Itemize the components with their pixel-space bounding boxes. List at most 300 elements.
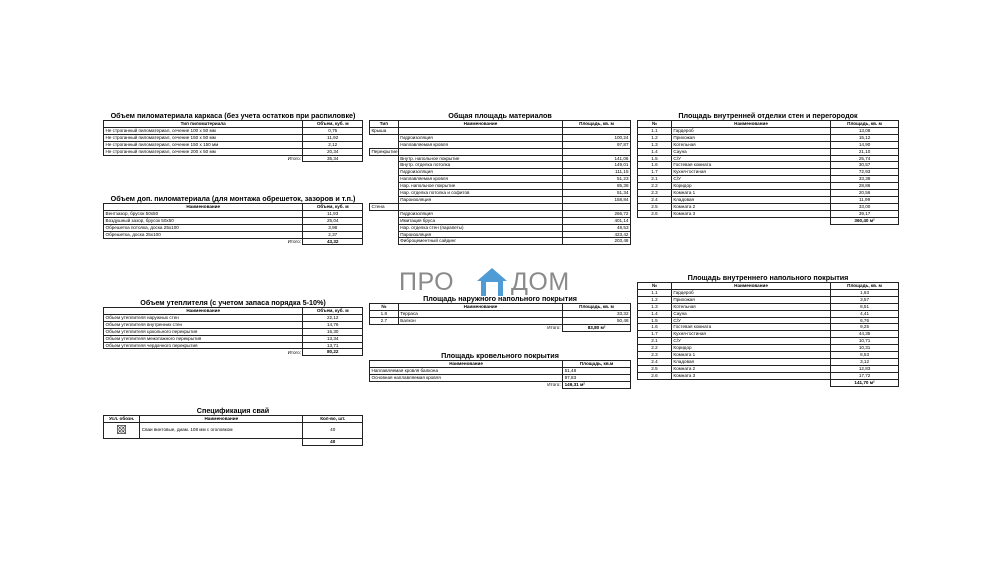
col-header: Наименование	[104, 204, 303, 211]
table-cell: Обрешетка потолка, доска 25х100	[104, 224, 303, 231]
table-row	[104, 210, 363, 217]
col-header: Объем, куб. м	[303, 308, 363, 315]
table-row	[104, 224, 363, 231]
col-header: №	[638, 121, 672, 128]
walls-finish-block	[637, 111, 899, 225]
table-cell	[370, 217, 399, 224]
table-cell	[398, 148, 562, 155]
table-cell	[563, 127, 631, 134]
table-row	[104, 231, 363, 238]
table-cell	[370, 231, 399, 238]
table-row	[370, 310, 631, 317]
table-cell	[638, 217, 672, 224]
col-header: Наименование	[671, 283, 830, 290]
table-row	[638, 183, 899, 190]
table-cell: 360,40 м²	[831, 217, 899, 224]
table-cell: 1.2	[638, 134, 672, 141]
table-cell: Сауна	[671, 310, 830, 317]
table-cell: Итого:	[287, 155, 301, 161]
table-cell: 401,14	[563, 217, 631, 224]
table-row	[370, 374, 631, 381]
table-cell: 158,84	[563, 196, 631, 203]
table-cell: 203,48	[563, 238, 631, 245]
table-row	[638, 289, 899, 296]
table-row	[638, 155, 899, 162]
table-cell: 21,10	[831, 148, 899, 155]
table-cell	[104, 438, 140, 445]
frame-lumber-table	[103, 120, 363, 162]
total-row	[638, 217, 899, 224]
roofing-block	[369, 351, 631, 389]
table-cell: 2.5	[638, 365, 672, 372]
col-header: Площадь, кв. м	[831, 283, 899, 290]
table-cell: 40	[303, 438, 363, 445]
insulation-block	[103, 298, 363, 356]
col-header: Объем, куб. м	[303, 204, 363, 211]
table-cell: 13,08	[831, 127, 899, 134]
table-row	[638, 310, 899, 317]
table-cell: Не строганный пиломатериал, сечение 150 х 50 мм	[104, 134, 303, 141]
table-cell: 11,93	[303, 210, 363, 217]
table-cell: 14,90	[831, 141, 899, 148]
table-cell: Итого:	[287, 238, 301, 244]
table-cell: Гостевая комната	[671, 162, 830, 169]
col-header: Усл. обозн.	[104, 416, 140, 423]
table-cell	[370, 155, 399, 162]
table-cell: Объем утеплителя внутренних стен	[104, 321, 303, 328]
table-cell: 13,34	[303, 335, 363, 342]
table-cell: 15,12	[831, 134, 899, 141]
table-cell: 141,70 м²	[831, 379, 899, 386]
total-row	[370, 324, 631, 331]
table-cell	[370, 196, 399, 203]
table-cell: 10,31	[831, 345, 899, 352]
table-cell: 149,31 м²	[563, 381, 631, 388]
table-cell: 3,57	[831, 296, 899, 303]
table-cell: 266,72	[563, 210, 631, 217]
table-row	[370, 141, 631, 148]
table-cell: 12,83	[831, 365, 899, 372]
outdoor-floor-block	[369, 294, 631, 332]
table-row	[638, 352, 899, 359]
table-cell: 2.3	[638, 190, 672, 197]
table-cell: Комната 1	[671, 190, 830, 197]
table-cell	[370, 238, 399, 245]
table-row	[638, 141, 899, 148]
table-cell	[370, 324, 399, 331]
table-row	[104, 328, 363, 335]
table-cell: Комната 3	[671, 210, 830, 217]
materials-title: Общая площадь материалов	[448, 111, 552, 120]
table-cell	[140, 438, 303, 445]
table-cell: Внутр. отделка потолка	[398, 162, 562, 169]
table-cell: Крыша	[370, 127, 399, 134]
table-cell: 33,32	[563, 310, 631, 317]
table-cell: 9,25	[831, 324, 899, 331]
table-cell: 3,12	[831, 358, 899, 365]
table-cell	[671, 379, 830, 386]
table-row	[370, 134, 631, 141]
col-header: Наименование	[671, 121, 830, 128]
table-cell: Коридор	[671, 183, 830, 190]
table-cell: 141,06	[563, 155, 631, 162]
table-cell: Обрешетка, доска 25х100	[104, 231, 303, 238]
table-cell: Не строганный пиломатериал, сечение 200 х 50 мм	[104, 148, 303, 155]
table-cell: Балкон	[398, 317, 562, 324]
table-cell: Наплавляемая кровля балкона	[370, 367, 563, 374]
table-cell: Прихожая	[671, 134, 830, 141]
table-cell: 33,38	[831, 176, 899, 183]
table-row	[104, 422, 363, 438]
table-cell	[370, 162, 399, 169]
table-row	[370, 155, 631, 162]
table-cell: 2.6	[638, 372, 672, 379]
col-header: №	[370, 304, 399, 311]
table-cell: 2,12	[303, 141, 363, 148]
table-row	[370, 317, 631, 324]
table-cell: Кладовая	[671, 196, 830, 203]
table-cell: 97,87	[563, 141, 631, 148]
table-cell: Воздушный зазор, брусок 50х50	[104, 217, 303, 224]
indoor-floor-block	[637, 273, 899, 387]
table-cell: 1.4	[638, 310, 672, 317]
table-cell: 1.6	[638, 324, 672, 331]
table-cell: Объем утеплителя межэтажного перекрытия	[104, 335, 303, 342]
table-cell: Гостевая комната	[671, 324, 830, 331]
table-cell: Гидроизоляция	[398, 134, 562, 141]
table-cell: 1.3	[638, 303, 672, 310]
col-header: Наименование	[398, 304, 562, 311]
table-cell	[370, 169, 399, 176]
table-cell: Кухня-гостиная	[671, 331, 830, 338]
table-row	[638, 338, 899, 345]
table-row	[104, 314, 363, 321]
table-cell: 35,34	[303, 155, 363, 162]
table-row	[638, 190, 899, 197]
table-cell: 2.3	[638, 352, 672, 359]
table-cell: 1.2	[638, 296, 672, 303]
table-cell: 16,30	[303, 328, 363, 335]
table-cell: 2.4	[638, 196, 672, 203]
table-cell: 6,76	[831, 317, 899, 324]
table-row	[104, 321, 363, 328]
table-cell: 1.1	[638, 289, 672, 296]
outdoor-floor-title: Площадь наружного напольного покрытия	[423, 294, 577, 303]
table-cell: Нар. напольное покрытие	[398, 183, 562, 190]
table-row	[638, 148, 899, 155]
table-cell: Нар. отделка потолка и софитов	[398, 190, 562, 197]
table-cell: 20,34	[303, 148, 363, 155]
table-cell	[563, 203, 631, 210]
table-cell: Комната 1	[671, 352, 830, 359]
table-cell: Терраса	[398, 310, 562, 317]
walls-finish-title: Площадь внутренней отделки стен и перегородок	[678, 111, 858, 120]
col-header: Площадь, кв. м	[563, 121, 631, 128]
table-cell: Итого:	[287, 349, 301, 355]
table-cell: Объем утеплителя наружных стен	[104, 314, 303, 321]
table-cell: 1,63	[831, 289, 899, 296]
table-cell: 11,92	[303, 134, 363, 141]
table-cell	[370, 134, 399, 141]
table-cell: 80,22	[303, 349, 363, 356]
frame-lumber-title: Объем пиломатериала каркаса (без учета остатков при распиловке)	[110, 111, 356, 120]
table-row	[370, 210, 631, 217]
table-row	[638, 303, 899, 310]
table-row	[638, 345, 899, 352]
col-header: Тип	[370, 121, 399, 128]
col-header: Наименование	[104, 308, 303, 315]
table-row	[638, 127, 899, 134]
table-cell: Наплавляемая кровля	[398, 141, 562, 148]
table-cell: 17,72	[831, 372, 899, 379]
table-cell: Основная наплавляемая кровля	[370, 374, 563, 381]
table-cell: Комната 2	[671, 365, 830, 372]
outdoor-floor-table	[369, 303, 631, 332]
table-cell: 2.2	[638, 183, 672, 190]
table-cell: Прихожая	[671, 296, 830, 303]
table-cell: 51,34	[563, 190, 631, 197]
roofing-title: Площадь кровельного покрытия	[441, 351, 559, 360]
table-row	[638, 169, 899, 176]
total-row	[370, 381, 631, 388]
table-cell: Кладовая	[671, 358, 830, 365]
table-cell: С/У	[671, 338, 830, 345]
table-cell: 10,71	[831, 338, 899, 345]
col-header: Площадь, кв. м	[831, 121, 899, 128]
table-cell: 39,17	[831, 210, 899, 217]
frame-lumber-block	[103, 111, 363, 162]
table-cell: 30,57	[831, 162, 899, 169]
table-cell: 22,12	[303, 314, 363, 321]
table-cell: 72,93	[831, 169, 899, 176]
table-cell: 2.1	[638, 176, 672, 183]
table-cell: Имитация бруса	[398, 217, 562, 224]
table-cell: 1.4	[638, 148, 672, 155]
table-cell: 2.4	[638, 358, 672, 365]
table-row	[638, 358, 899, 365]
table-cell: Комната 3	[671, 372, 830, 379]
total-row	[638, 379, 899, 386]
table-row	[638, 324, 899, 331]
table-row	[370, 176, 631, 183]
col-header: Кол-во, шт.	[303, 416, 363, 423]
table-cell: 8,53	[831, 352, 899, 359]
table-cell: Внутр. напольное покрытие	[398, 155, 562, 162]
table-row	[370, 169, 631, 176]
table-row	[370, 162, 631, 169]
table-cell: 13,71	[303, 342, 363, 349]
table-cell: Объем утеплителя цокольного перекрытия	[104, 328, 303, 335]
total-row	[104, 155, 363, 162]
table-cell: Кухня-гостиная	[671, 169, 830, 176]
table-cell: Пароизоляция	[398, 231, 562, 238]
table-cell: Коридор	[671, 345, 830, 352]
table-cell: 3,98	[303, 224, 363, 231]
table-cell: 2.1	[638, 338, 672, 345]
table-cell: С/У	[671, 155, 830, 162]
table-cell	[563, 148, 631, 155]
table-cell	[671, 217, 830, 224]
group-row	[370, 148, 631, 155]
table-row	[638, 296, 899, 303]
table-cell: Пароизоляция	[398, 196, 562, 203]
table-cell: Перекрытие	[371, 148, 398, 154]
table-cell: 48,53	[563, 224, 631, 231]
piles-table	[103, 415, 363, 446]
total-row	[104, 438, 363, 445]
table-cell: 2,37	[303, 231, 363, 238]
table-row	[638, 317, 899, 324]
table-cell: 83,80 м²	[563, 324, 631, 331]
extra-lumber-table	[103, 203, 363, 245]
table-cell: Вентзазор, брусок 50х50	[104, 210, 303, 217]
table-cell	[398, 127, 562, 134]
table-row	[370, 183, 631, 190]
group-row	[370, 203, 631, 210]
table-cell: 2.6	[638, 210, 672, 217]
piles-title: Спецификация свай	[196, 406, 270, 415]
table-cell: Котельная	[671, 141, 830, 148]
table-row	[370, 217, 631, 224]
table-row	[370, 231, 631, 238]
table-cell	[370, 210, 399, 217]
table-row	[638, 365, 899, 372]
table-cell: Итого:	[547, 381, 561, 387]
table-cell: 43,32	[303, 238, 363, 245]
table-cell: 85,38	[563, 183, 631, 190]
table-row	[104, 217, 363, 224]
table-row	[638, 203, 899, 210]
total-row	[104, 238, 363, 245]
table-row	[104, 134, 363, 141]
table-cell: Комната 2	[671, 203, 830, 210]
pile-symbol-icon	[117, 425, 126, 434]
table-cell: Итого:	[547, 324, 561, 330]
logo-text-right: ДОМ	[511, 268, 570, 296]
table-cell: 14,76	[303, 321, 363, 328]
table-cell: Гардероб	[671, 289, 830, 296]
materials-block	[369, 111, 631, 245]
table-cell	[104, 422, 140, 438]
table-row	[638, 210, 899, 217]
col-header: Площадь, кв.м	[563, 361, 631, 368]
insulation-table	[103, 307, 363, 356]
table-cell: 97,83	[563, 374, 631, 381]
table-cell: 51,23	[563, 176, 631, 183]
table-row	[638, 176, 899, 183]
table-cell: 2.7	[370, 317, 399, 324]
table-cell	[370, 176, 399, 183]
table-row	[370, 190, 631, 197]
group-row	[370, 127, 631, 134]
table-cell: Сваи винтовые, диам. 108 мм с оголовком	[140, 422, 303, 438]
total-row	[104, 349, 363, 356]
table-cell: 1.7	[638, 331, 672, 338]
col-header: Наименование	[370, 361, 563, 368]
table-cell: Котельная	[671, 303, 830, 310]
table-cell: 20,56	[831, 190, 899, 197]
table-row	[638, 134, 899, 141]
table-cell: 11,99	[831, 196, 899, 203]
table-cell: 33,00	[831, 203, 899, 210]
table-cell	[638, 379, 672, 386]
table-cell: 25,74	[831, 155, 899, 162]
table-cell: 2.5	[638, 203, 672, 210]
table-cell: 51,48	[563, 367, 631, 374]
piles-block	[103, 406, 363, 446]
table-cell: 44,35	[831, 331, 899, 338]
table-cell: Фиброцементный сайдинг	[398, 238, 562, 245]
table-cell: 111,15	[563, 169, 631, 176]
table-cell: С/У	[671, 176, 830, 183]
col-header: Площадь, кв. м	[563, 304, 631, 311]
table-cell: 1.3	[638, 141, 672, 148]
table-cell: Сауна	[671, 148, 830, 155]
table-cell: 1.6	[638, 162, 672, 169]
extra-lumber-block	[103, 194, 363, 245]
table-cell: 25,04	[303, 217, 363, 224]
table-cell: 4,41	[831, 310, 899, 317]
extra-lumber-title: Объем доп. пиломатериала (для монтажа обрешеток, зазоров и т.п.)	[110, 194, 356, 203]
table-row	[370, 367, 631, 374]
table-cell: Объем утеплителя чердачного перекрытия	[104, 342, 303, 349]
indoor-floor-title: Площадь внутреннего напольного покрытия	[687, 273, 849, 282]
table-cell: Гардероб	[671, 127, 830, 134]
table-cell: Не строганный пиломатериал, сечение 100 х 50 мм	[104, 127, 303, 134]
insulation-title: Объем утеплителя (с учетом запаса порядка 5-10%)	[140, 298, 326, 307]
table-cell: 28,86	[831, 183, 899, 190]
table-cell: С/У	[671, 317, 830, 324]
table-cell: 50,48	[563, 317, 631, 324]
table-cell: 423,42	[563, 231, 631, 238]
table-row	[638, 372, 899, 379]
table-cell: 149,01	[563, 162, 631, 169]
materials-table	[369, 120, 631, 245]
table-cell: 1.5	[638, 317, 672, 324]
table-row	[104, 335, 363, 342]
table-row	[370, 224, 631, 231]
table-cell: Гидроизоляция	[398, 210, 562, 217]
col-header: Тип пиломатериала	[104, 121, 303, 128]
table-cell: 100,24	[563, 134, 631, 141]
table-row	[638, 162, 899, 169]
table-row	[104, 141, 363, 148]
table-cell: Стена	[370, 203, 399, 210]
table-row	[638, 196, 899, 203]
table-row	[370, 196, 631, 203]
table-cell	[370, 224, 399, 231]
table-cell: 1.1	[638, 127, 672, 134]
table-row	[638, 331, 899, 338]
table-cell: Наплавляемая кровля	[398, 176, 562, 183]
table-cell: 8,51	[831, 303, 899, 310]
table-cell: 0,75	[303, 127, 363, 134]
col-header: Объем, куб. м	[303, 121, 363, 128]
table-row	[104, 148, 363, 155]
table-cell	[370, 190, 399, 197]
table-row	[370, 238, 631, 245]
table-cell: Гидроизоляция	[398, 169, 562, 176]
table-cell: Нар. отделка стен (парапеты)	[398, 224, 562, 231]
table-cell: 2.2	[638, 345, 672, 352]
table-cell: 40	[303, 422, 363, 438]
table-cell	[398, 203, 562, 210]
table-row	[104, 127, 363, 134]
table-cell: Не строганный пиломатериал, сечение 150 х 150 мм	[104, 141, 303, 148]
table-cell: 1.5	[638, 155, 672, 162]
col-header: №	[638, 283, 672, 290]
roofing-table	[369, 360, 631, 389]
